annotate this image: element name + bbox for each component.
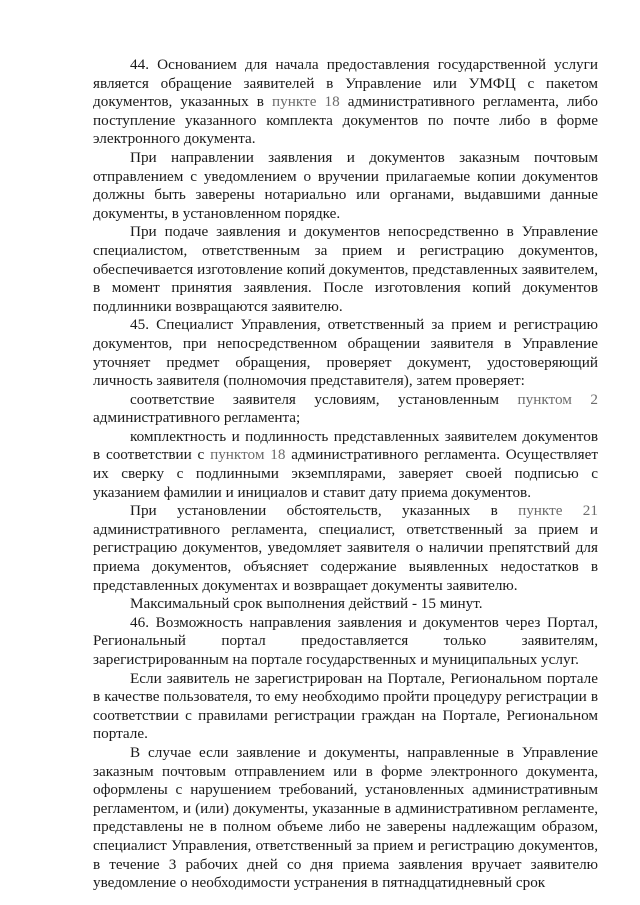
regulation-reference-link[interactable]: пункте 18 bbox=[272, 93, 340, 111]
regulation-reference-link[interactable]: пунктом 18 bbox=[210, 446, 286, 464]
document-paragraph bbox=[93, 614, 598, 670]
paragraph-text: Максимальный срок выполнения действий - 15 минут. bbox=[130, 595, 483, 613]
document-paragraph bbox=[93, 316, 598, 390]
paragraph-text: соответствие заявителя условиям, установленным bbox=[130, 390, 518, 408]
paragraph-text: При установлении обстоятельств, указанных в bbox=[130, 502, 519, 520]
paragraph-text: При направлении заявления и документов заказным почтовым отправлением с уведомлением о вручении прилагаемые копии документов должны быть заверены нотариально или органами, выдавшими данные документы, в установленном порядке. bbox=[93, 148, 598, 222]
paragraph-text: Если заявитель не зарегистрирован на Портале, Региональном портале в качестве пользователя, то ему необходимо пройти процедуру регистрации в соответствии с правилами регистрации граждан на Портале, Региональном портале. bbox=[93, 669, 598, 743]
document-paragraph bbox=[93, 595, 598, 614]
document-paragraph bbox=[93, 223, 598, 316]
paragraph-text: 46. Возможность направления заявления и документов через Портал, Региональный портал предоставляется только заявителям, зарегистрированным на портале государственных и муниципальных услуг. bbox=[93, 613, 598, 668]
document-paragraph bbox=[93, 502, 598, 595]
paragraph-text: комплектность и подлинность представленных заявителем документов в соответствии с bbox=[93, 427, 598, 464]
paragraph-text: административного регламента. Осуществляет их сверку с подлинными экземплярами, заверяет своей подписью с указанием фамилии и инициалов и ставит дату приема документов. bbox=[93, 446, 599, 501]
paragraph-text: административного регламента, либо поступление указанного комплекта документов по почте либо в форме электронного документа. bbox=[93, 93, 598, 148]
regulation-reference-link[interactable]: пунктом 2 bbox=[517, 390, 598, 408]
paragraph-text: административного регламента; bbox=[93, 409, 301, 427]
document-paragraph bbox=[93, 56, 598, 149]
paragraph-text: административного регламента, специалист, ответственный за прием и регистрацию документов, уведомляет заявителя о наличии препятствий для приема документов, объясняет содержание выявленных недостатков в представленных документах и возвращает документы заявителю. bbox=[93, 520, 598, 594]
document-page bbox=[93, 56, 598, 893]
document-paragraph bbox=[93, 428, 598, 502]
paragraph-text: 44. Основанием для начала предоставления государственной услуги является обращение заявителей в Управление или УМФЦ с пакетом документов, указанных в bbox=[93, 56, 598, 111]
paragraph-text: В случае если заявление и документы, направленные в Управление заказным почтовым отправлением или в форме электронного документа, оформлены с нарушением требований, установленных административным регламентом, и (или) документы, указанные в административном регламенте, представлены не в полном объеме либо не заверены надлежащим образом, специалист Управления, ответственный за прием и регистрацию документов, в течение 3 рабочих дней со дня приема заявления вручает заявителю уведомление о необходимости устранения в пятнадцатидневный срок bbox=[93, 743, 598, 892]
document-paragraph bbox=[93, 744, 598, 893]
document-paragraph bbox=[93, 391, 598, 428]
paragraph-text: При подаче заявления и документов непосредственно в Управление специалистом, ответственным за прием и регистрацию документов, обеспечивается изготовление копий документов, представленных заявителем, в момент принятия заявления. После изготовления копий документов подлинники возвращаются заявителю. bbox=[93, 223, 598, 315]
paragraph-text: 45. Специалист Управления, ответственный за прием и регистрацию документов, при непосредственном обращении заявителя в Управление уточняет предмет обращения, проверяет документ, удостоверяющий личность заявителя (полномочия представителя), затем проверяет: bbox=[93, 316, 598, 390]
document-paragraph bbox=[93, 670, 598, 744]
regulation-reference-link[interactable]: пункте 21 bbox=[518, 502, 598, 520]
document-paragraph bbox=[93, 149, 598, 223]
